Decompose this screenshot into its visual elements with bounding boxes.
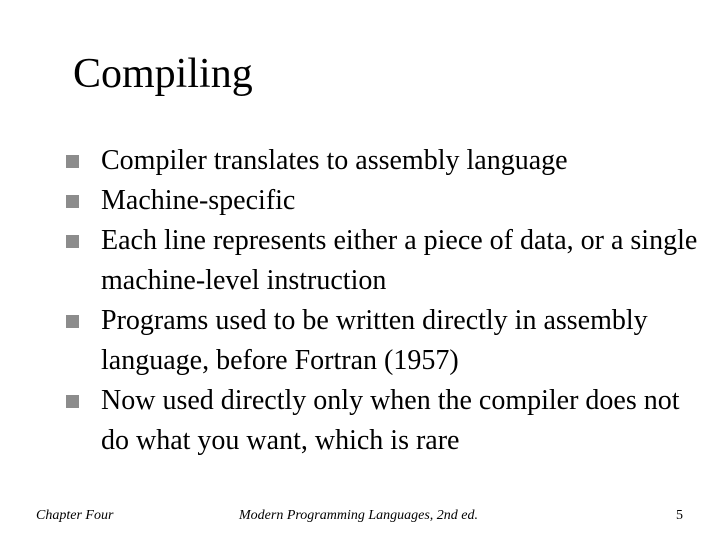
bullet-item bbox=[66, 301, 706, 381]
footer-book-title: Modern Programming Languages, 2nd ed. bbox=[239, 508, 479, 523]
bullet-text: Machine-specific bbox=[101, 185, 296, 216]
square-bullet-icon bbox=[66, 395, 79, 408]
square-bullet-icon bbox=[66, 195, 79, 208]
bullet-text: Now used directly only when the compiler does not do what you want, which is rare bbox=[101, 385, 680, 456]
bullet-item bbox=[66, 381, 706, 461]
square-bullet-icon bbox=[66, 235, 79, 248]
bullet-item bbox=[66, 181, 706, 221]
bullet-text: Compiler translates to assembly language bbox=[101, 145, 568, 176]
bullet-text: Each line represents either a piece of data, or a single machine-level instruction bbox=[101, 225, 698, 296]
page-number: 5 bbox=[676, 508, 683, 523]
bullet-item bbox=[66, 221, 706, 301]
bullet-list bbox=[66, 141, 706, 461]
footer-chapter: Chapter Four bbox=[36, 508, 114, 523]
bullet-text: Programs used to be written directly in assembly language, before Fortran (1957) bbox=[101, 305, 648, 376]
square-bullet-icon bbox=[66, 315, 79, 328]
bullet-item bbox=[66, 141, 706, 181]
square-bullet-icon bbox=[66, 155, 79, 168]
slide-title: Compiling bbox=[73, 51, 253, 97]
